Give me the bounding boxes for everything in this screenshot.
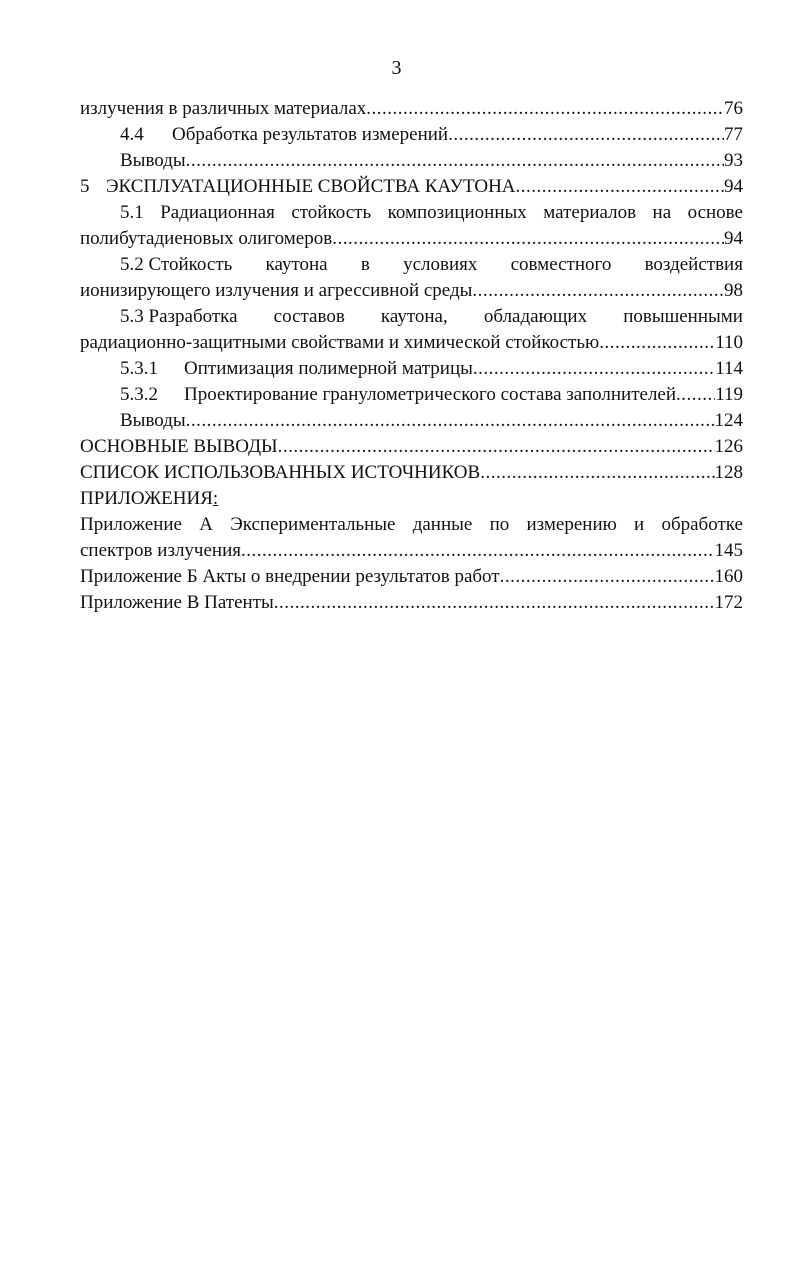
toc-word: обладающих bbox=[483, 306, 588, 327]
toc-entry[interactable] bbox=[80, 226, 743, 252]
toc-entry-page: 145 bbox=[714, 540, 743, 561]
toc-entry-page: 172 bbox=[714, 592, 743, 613]
toc-entry-page: 93 bbox=[724, 150, 743, 171]
toc-entry-page: 98 bbox=[724, 280, 743, 301]
toc-word: и bbox=[634, 514, 645, 535]
toc-entry[interactable] bbox=[80, 330, 743, 356]
toc-entry-title: ЭКСПЛУАТАЦИОННЫЕ СВОЙСТВА КАУТОНА bbox=[106, 176, 516, 197]
toc-entry-title: Выводы bbox=[120, 150, 186, 171]
toc-heading-appendices[interactable] bbox=[80, 486, 743, 512]
toc-entry-justified-line[interactable] bbox=[80, 512, 743, 538]
toc-entry-title: Выводы bbox=[120, 410, 186, 431]
toc-entry-title: ПРИЛОЖЕНИЯ bbox=[80, 488, 213, 509]
toc-word: основе bbox=[687, 202, 743, 223]
toc-word: Приложение bbox=[80, 514, 182, 535]
toc-entry[interactable] bbox=[80, 538, 743, 564]
toc-entry-title: полибутадиеновых олигомеров bbox=[80, 228, 333, 249]
toc-entry[interactable] bbox=[80, 278, 743, 304]
toc-entry-title: Оптимизация полимерной матрицы bbox=[184, 358, 473, 379]
toc-entry[interactable] bbox=[80, 356, 743, 382]
toc-entry-page: 124 bbox=[714, 410, 743, 431]
toc-word: 5.2 Стойкость bbox=[120, 254, 233, 275]
toc-word: в bbox=[360, 254, 370, 275]
toc-entry-title: Проектирование гранулометрического состава заполнителей bbox=[184, 384, 677, 405]
toc-entry-page: 110 bbox=[715, 332, 743, 353]
toc-word: А bbox=[199, 514, 213, 535]
toc-entry[interactable] bbox=[80, 382, 743, 408]
toc-entry-number: 5.3.1 bbox=[120, 358, 158, 379]
toc-word: совместного bbox=[510, 254, 612, 275]
toc-entry-page: 94 bbox=[724, 228, 743, 249]
toc-word: по bbox=[489, 514, 510, 535]
toc-leader-dots bbox=[473, 356, 715, 382]
toc-word: обработке bbox=[661, 514, 743, 535]
toc-word: каутона bbox=[265, 254, 328, 275]
toc-entry-title: Обработка результатов измерений bbox=[172, 124, 449, 145]
toc-entry-page: 128 bbox=[714, 462, 743, 483]
toc-entry-title: Приложение Б Акты о внедрении результатов работ bbox=[80, 566, 500, 587]
toc-word: 5.3 Разработка bbox=[120, 306, 238, 327]
toc-leader-dots bbox=[599, 330, 715, 356]
toc-word: каутона, bbox=[380, 306, 448, 327]
toc-leader-dots bbox=[274, 590, 715, 616]
toc-entry-title: ОСНОВНЫЕ ВЫВОДЫ bbox=[80, 436, 278, 457]
toc-leader-dots bbox=[186, 148, 724, 174]
toc-leader-dots bbox=[241, 538, 715, 564]
toc-entry-page: 119 bbox=[715, 384, 743, 405]
toc-entry-justified-line[interactable] bbox=[80, 200, 743, 226]
toc-leader-dots bbox=[676, 382, 715, 408]
toc-word: материалов bbox=[543, 202, 637, 223]
toc-entry[interactable] bbox=[80, 174, 743, 200]
toc-entry[interactable] bbox=[80, 408, 743, 434]
toc-entry-title: радиационно-защитными свойствами и химической стойкостью bbox=[80, 332, 600, 353]
page-number: 3 bbox=[391, 57, 402, 79]
toc-leader-dots bbox=[480, 460, 714, 486]
toc-entry-justified-line[interactable] bbox=[80, 304, 743, 330]
toc-word: стойкость bbox=[291, 202, 372, 223]
toc-entry-number: 5 bbox=[80, 176, 90, 197]
toc-entry[interactable] bbox=[80, 434, 743, 460]
toc-leader-dots bbox=[500, 564, 715, 590]
toc-entry[interactable] bbox=[80, 122, 743, 148]
toc-word: воздействия bbox=[644, 254, 743, 275]
toc-entry-page: 126 bbox=[714, 436, 743, 457]
toc-leader-dots bbox=[366, 96, 724, 122]
toc-entry-title: Приложение В Патенты bbox=[80, 592, 274, 613]
toc-entry-page: 160 bbox=[714, 566, 743, 587]
toc-word: 5.1 bbox=[120, 202, 144, 223]
toc-word: данные bbox=[412, 514, 473, 535]
toc-entry[interactable] bbox=[80, 460, 743, 486]
toc-word: условиях bbox=[403, 254, 478, 275]
toc-leader-dots bbox=[278, 434, 715, 460]
toc-entry[interactable] bbox=[80, 564, 743, 590]
toc-entry-number: 5.3.2 bbox=[120, 384, 158, 405]
toc-leader-dots bbox=[472, 278, 724, 304]
toc-leader-dots bbox=[186, 408, 715, 434]
toc-entry-page: 94 bbox=[724, 176, 743, 197]
table-of-contents bbox=[80, 96, 743, 616]
toc-entry[interactable] bbox=[80, 148, 743, 174]
toc-entry[interactable] bbox=[80, 590, 743, 616]
toc-leader-dots bbox=[448, 122, 724, 148]
toc-word: составов bbox=[273, 306, 345, 327]
toc-word: Радиационная bbox=[160, 202, 275, 223]
toc-entry-page: 77 bbox=[724, 124, 743, 145]
toc-entry-title: излучения в различных материалах bbox=[80, 98, 367, 119]
toc-word: повышенными bbox=[623, 306, 743, 327]
toc-word: на bbox=[652, 202, 672, 223]
toc-entry-page: 114 bbox=[715, 358, 743, 379]
toc-leader-dots bbox=[332, 226, 724, 252]
toc-heading-colon: : bbox=[212, 488, 219, 509]
toc-entry-page: 76 bbox=[724, 98, 743, 119]
toc-word: измерению bbox=[526, 514, 617, 535]
toc-entry-title: спектров излучения bbox=[80, 540, 241, 561]
toc-entry-justified-line[interactable] bbox=[80, 252, 743, 278]
toc-entry-number: 4.4 bbox=[120, 124, 144, 145]
toc-leader-dots bbox=[516, 174, 724, 200]
toc-entry-title: СПИСОК ИСПОЛЬЗОВАННЫХ ИСТОЧНИКОВ bbox=[80, 462, 481, 483]
toc-word: Экспериментальные bbox=[230, 514, 396, 535]
toc-word: композиционных bbox=[387, 202, 527, 223]
toc-entry[interactable] bbox=[80, 96, 743, 122]
toc-entry-title: ионизирующего излучения и агрессивной среды bbox=[80, 280, 473, 301]
